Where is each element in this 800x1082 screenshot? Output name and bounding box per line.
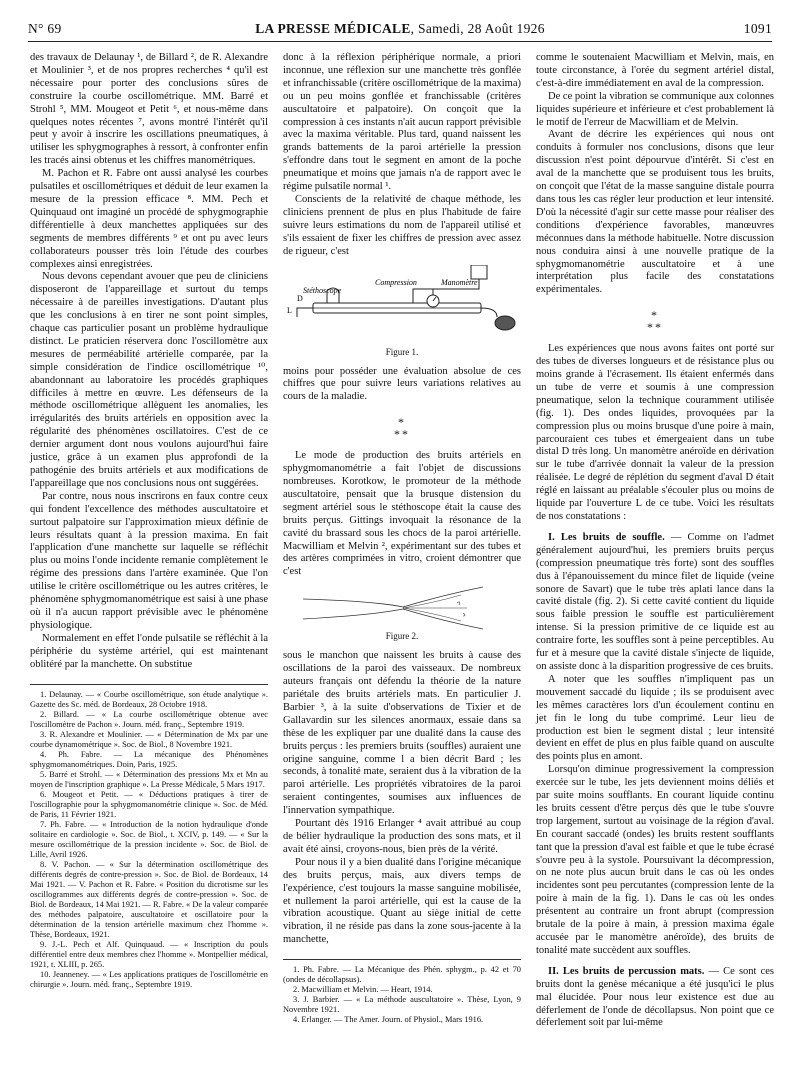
paragraph: Par contre, nous nous inscrirons en faux contre ceux qui fondent l'excellence des méthodes auscultatoire et surtout palpatoire sur l'approximation mieux définie de leurs résultats quant à la pression maxima. En fait l'application d'une manchette sur laquelle se réfléchit plus ou moins l'onde incidente remanie complètement le régime des pressions dans l'artère examinée. Que l'on utilise le critère oscillométrique ou les autres critères, le phénomène sphygmomanométrique est saisi à une phase où il n'a aucun rapport prévisible avec le phénomène physiologique. xyxy=(30,490,268,631)
issue-number: N° 69 xyxy=(28,21,62,36)
paragraph: comme le soutenaient Macwilliam et Melvin, mais, en toute circonstance, à l'orée du segment artériel distal, c'est-à-dire immédiatement en aval de la compression. xyxy=(536,52,774,89)
footnote: 3. R. Alexandre et Moulinier. — « Détermination de Mx par une courbe dynamométrique ». Soc. de Biol., 8 Novembre 1921. xyxy=(30,729,268,749)
paragraph: De ce point la vibration se communique aux colonnes liquides supérieure et inférieure et c'est probablement là le motif de l'erreur de Macwilliam et de Melvin. xyxy=(536,90,774,128)
paragraph: Pour nous il y a bien dualité dans l'origine mécanique des bruits perçus, mais, aux divers temps de l'expérience, c'est toujours la masse sanguine mobilisée, et nullement la paroi artérielle, qui est la cause de la vibration acoustique. Quant au siège initial de cette vibration, il ne réside pas dans la zone sous-jacente à la manchette, xyxy=(283,856,521,946)
footnote: 6. Mougeot et Petit. — « Déductions pratiques à tirer de l'oscillographie pour la sphygmomanométrie clinique ». Soc. de Méd. de Paris, 11 Février 1921. xyxy=(30,789,268,819)
figure-1 xyxy=(283,265,521,358)
column-1 xyxy=(30,52,268,990)
footnote: 5. Barré et Strohl. — « Détermination des pressions Mx et Mn au moyen de l'inscription graphique ». La Presse Médicale, 5 Mars 1917. xyxy=(30,769,268,789)
section-paragraph-2 xyxy=(536,966,774,1031)
footnote: 1. Delaunay. — « Courbe oscillométrique, son étude analytique ». Gazette des Sc. méd. de Bordeaux, 28 Octobre 1918. xyxy=(30,689,268,709)
footnote: 8. V. Pachon. — « Sur la détermination oscillométrique des différents degrés de contre-pression ». Soc. de Biol. de Bordeaux, 14 Mai 1921. — V. Pachon et R. Fabre. « Position du dicrotisme sur les oscillogrammes aux différents degrés de contre-pression ». Soc. de Biol. de Bordeaux, 14 Mai 1921. — R. Fabre. « De la valeur comparée des méthodes palpatoire, auscultatoire et oscillatoire pour la détermination de la tension artérielle maximum chez l'homme ». Thèse, Bordeaux, 1921. xyxy=(30,859,268,939)
jet-diagram xyxy=(283,585,521,631)
footnote: 1. Ph. Fabre. — La Mécanique des Phén. sphygm., p. 42 et 70 (ondes de décollapsus). xyxy=(283,965,521,985)
distal-tube xyxy=(297,308,313,317)
paragraph: Lorsqu'on diminue progressivement la compression exercée sur le tube, les jets deviennent moins déliés et par suite moins soufflants. En courant liquide continu les bruits cessent d'être perçus dès que le tube s'ouvre trop largement, surtout au voisinage de la région d'aval. En courant saccadé (ondes) les bruits restent soufflants tant que la pression d'aval est faible et que le tube écrasé s'ouvre peu à la systole. Poursuivant la décompression, on ne note plus aucun bruit dans le cas où les ondes incidentes sont peu percutantes (compression lente de la poire à main de la fig. 1). Dans le cas où les ondes présentent au contraire un front abrupt (compression brutale de la poire à main, à pression maxima égale accusée par le manomètre anéroïde), des bruits de tonalité mate succèdent aux souffles. xyxy=(536,764,774,956)
star-bottom-left: * xyxy=(647,320,655,335)
section-text: — Ce sont ces bruits dont la genèse mécanique a été jusqu'ici le plus mal élucidée. Pour nous leur existence est due au déferlement de l'onde de décollapsus. Non point que ce déferlement soit par lui-même xyxy=(536,965,775,1029)
star-bottom-right: * xyxy=(655,320,663,335)
column-3 xyxy=(536,52,774,1030)
footnotes-col2 xyxy=(283,959,521,1025)
footnote: 4. Ph. Fabre. — La mécanique des Phénomènes sphygmomanométriques. Doin, Paris, 1925. xyxy=(30,749,268,769)
star-bottom-left: * xyxy=(394,427,402,442)
paragraph: A noter que les souffles n'impliquent pas un mouvement saccadé du liquide ; ils se produisent avec les mêmes caractères lors d'un écoulement continu en jet fin le long du tube comprimé. Leur lieu de production est bien le segment distal ; leur intensité devient en effet de plus en plus faible quand on ausculte des points plus en amont. xyxy=(536,673,774,763)
column-2 xyxy=(283,52,521,1025)
journal-title: LA PRESSE MÉDICALE xyxy=(255,21,411,36)
issue-date: , Samedi, 28 Août 1926 xyxy=(410,21,545,36)
star-top: * xyxy=(651,308,659,323)
footnote: 2. Billard. — « La courbe oscillométrique obtenue avec l'oscillomètre de Pachon ». Journ. méd. franç., Septembre 1919. xyxy=(30,709,268,729)
paragraph: Le mode de production des bruits artériels en sphygmomanométrie a fait l'objet de discussions nombreuses. Korotkow, le promoteur de la méthode auscultatoire, pensait que la brusque distension du segment artériel sous le stéthoscope était la cause des bruits perçus. Gittings invoquait la résonance de la cavité du brassard sous les chocs de la paroi artérielle. Macwilliam et Melvin ², expérimentant sur des tubes et des artères comprimées in vitro, croient démontrer que c'est xyxy=(283,450,521,578)
paragraph: Avant de décrire les expériences qui nous ont conduits à formuler nos conclusions, disons que leur discussion n'est point dépourvue d'intérêt. Si c'est en aval de la manchette que se produisent tous les bruits, on conçoit que l'état de la masse sanguine distale pourra dans tous les cas régler leur production et leur intensité. D'où la nécessité d'agir sur cette masse pour réaliser des conditions d'expérience favorables, manœuvres méconnues dans la méthode habituelle. Notre discussion nous conduira ainsi à une nouvelle pratique de la sphygmomanométrie auscultatoire et à une interprétation plus facile des constatations expérimentales. xyxy=(536,129,774,296)
paragraph: Conscients de la relativité de chaque méthode, les cliniciens prennent de plus en plus l'habitude de faire suivre leurs estimations du nom de l'appareil utilisé et s'ils essaient de fixer les chiffres de pression avec assez de rigueur, c'est xyxy=(283,193,521,257)
star-top: * xyxy=(398,415,406,430)
star-bottom-right: * xyxy=(402,427,410,442)
label-L: L xyxy=(287,305,292,315)
section-heading-2: II. Les bruits de percussion mats. xyxy=(548,965,705,977)
figure-caption: Figure 2. xyxy=(385,631,419,642)
footnote: 10. Jeanneney. — « Les applications pratiques de l'oscillométrie en chirurgie ». Journ. méd. franç., Septembre 1919. xyxy=(30,969,268,989)
paragraph: donc à la réflexion périphérique normale, a priori inconnue, une réflexion sur une manchette très gonflée et infranchissable (critère oscillométrique de la maxima) ou un peu moins gonflée et franchissable (critères auscultatoire et palpatoire). On conçoit que la compression à ces instants n'ait aucun rapport prévisible avec la maxima véritable. Plus tard, quand naissent les grands battements de la paroi artérielle la pression s'effondre dans tout le segment en amont de la poche pneumatique et moins que jamais n'a de rapport avec le régime pulsatile normal ¹. xyxy=(283,52,521,193)
paragraph: Nous devons cependant avouer que peu de cliniciens disposeront de l'appareillage et surtout du temps nécessaire à de pareilles investigations. D'autant plus que les conclusions à en tirer ne sont point simples, chaque cas particulier posant un problème hydraulique distinct. Le praticien réservera donc l'oscillomètre aux mesures de perméabilité artérielle comparée, par la simple considération de l'indice oscillométrique ¹⁰, abandonnant au laboratoire les procédés graphiques difficiles à mettre en œuvre. Les défenseurs de la méthode oscillométrique allèguent les anomalies, les irrégularités des bruits artériels en opposition avec la régularité des phénomènes oscillatoires. C'est de ce dernier argument dont nous voulons aujourd'hui faire justice, grâce à un examen plus approfondi de la pathogénie des bruits artériels et aux modifications de l'appareillage que nos conclusions nous ont suggérées. xyxy=(30,271,268,489)
jet-spray xyxy=(403,595,467,621)
footnote: 7. Ph. Fabre. — « Introduction de la notion hydraulique d'onde solitaire en cardiologie ». Soc. de Biol., t. XCIV, p. 149. — « Sur la mesure oscillométrique de la pression incidente ». Soc. de Biol. de Lille, Avril 1926. xyxy=(30,819,268,859)
section-paragraph-1 xyxy=(536,532,774,674)
tube-wall-bottom xyxy=(303,609,483,629)
footnote: 4. Erlanger. — The Amer. Journ. of Physiol., Mars 1916. xyxy=(293,1015,484,1025)
paragraph: moins pour posséder une évaluation absolue de ces chiffres que pour suivre leurs variations relatives au cours de la maladie. xyxy=(283,365,521,403)
paragraph: Pourtant dès 1916 Erlanger ⁴ avait attribué au coup de bélier hydraulique la production des sons mats, et il avait été ainsi, croyons-nous, bien près de la vérité. xyxy=(283,818,521,855)
footnotes-col1 xyxy=(30,684,268,990)
paragraph: Normalement en effet l'onde pulsatile se réfléchit à la périphérie du système artériel, qui est maintenant oblitéré par la manchette. On substitue xyxy=(30,632,268,670)
paragraph: des travaux de Delaunay ¹, de Billard ², de R. Alexandre et Moulinier ³, et de nos propres recherches ⁴ qu'il est nécessaire pour porter des conclusions sûres de construire la courbe oscillométrique. MM. Barré et Strohl ⁵, MM. Mougeot et Petit ⁶, et nous-même dans quelques notes récentes ⁷, avons montré l'intérêt qu'il peut y avoir à inscrire les oscillations pneumatiques, à utiliser les sphygmographes à ressort, à confronter enfin les tracés ainsi obtenus et les chiffres manométriques. xyxy=(30,52,268,167)
label-stethoscope: Stéthoscope xyxy=(303,285,342,295)
label-manometre: Manomètre xyxy=(441,277,478,287)
footnote: 2. Macwilliam et Melvin. — Heart, 1914. xyxy=(293,985,433,995)
footnote: 9. J.-L. Pech et Alf. Quinquaud. — « Inscription du pouls différentiel entre deux membres chez l'homme ». Montpellier médical, 1921, t. XLIII, p. 265. xyxy=(30,939,268,969)
figure-2 xyxy=(283,585,521,642)
reservoir xyxy=(471,265,487,279)
paragraph: sous le manchon que naissent les bruits à cause des oscillations de la paroi des vaisseaux. De nombreux auteurs français ont défendu la théorie de la nature pariétale des bruits artériels mats. En particulier J. Barbier ³, à la suite d'observations de Tixier et de Gallavardin sur les silences anormaux, essaie dans sa thèse de les expliquer par une dualité dans la cause des bruits perçus : les premiers bruits (souffles) auraient une origine sanguine, comme l a bien décrit Bard ; les seconds, à tonalité mate, seraient dus à la vibration de la paroi artérielle. Les propriétés vibratoires de la paroi seraient contingentes, soumises aux influences de l'innervation sympathique. xyxy=(283,650,521,817)
section-separator xyxy=(283,416,521,440)
eddies xyxy=(457,602,465,616)
page-number: 1091 xyxy=(743,21,772,36)
hand-bulb xyxy=(495,316,515,330)
section-text: — Comme on l'admet généralement aujourd'hui, les premiers bruits perçus (compression pneumatique très forte) sont des souffles dus à l'épanouissement du mince filet de liquide (veine sonore de Savart) que le tube très aplati lance dans la cavité distale (fig. 2). Si cette cavité contient du liquide sous faible pression le souffle est particulièrement intense. Si la pression primitive de ce liquide est au contraire forte, les souffles sont à peine perceptibles. Au fur et à mesure que la cavité distale s'injecte de liquide, on assiste donc à la disparition progressive de ces bruits. xyxy=(536,531,774,672)
journal-title-line xyxy=(28,21,772,37)
section-separator xyxy=(536,309,774,333)
figure-caption: Figure 1. xyxy=(385,346,419,357)
label-compression: Compression xyxy=(375,277,417,287)
paragraph: M. Pachon et R. Fabre ont aussi analysé les courbes pulsatiles et oscillométriques et déduit de leur examen la mesure de la pression efficace ⁸. MM. Pech et Quinquaud ont imaginé un procédé de sphygmographie différentielle à deux manchettes appliquées sur des segments de membres différents ⁹ et ont pu avec leurs collaborateurs pousser très loin l'étude des courbes complexes ainsi enregistrées. xyxy=(30,168,268,270)
running-head xyxy=(28,20,772,42)
label-D: D xyxy=(297,293,303,303)
tube-wall-top xyxy=(303,587,483,607)
section-heading-1: I. Les bruits de souffle. xyxy=(548,531,665,543)
bulb-tube xyxy=(481,308,497,317)
footnote: 3. J. Barbier. — « La méthode auscultatoire ». Thèse, Lyon, 9 Novembre 1921. xyxy=(283,995,521,1015)
apparatus-diagram xyxy=(283,265,521,347)
paragraph: Les expériences que nous avons faites ont porté sur des tubes de diverses longueurs et de résistance plus ou moins grande à l'écrasement. Ils étaient enfermés dans un tube de verre et soumis à une compression pneumatique, selon la technique couramment utilisée (fig. 1). Des ondes liquides, provoquées par la compression plus ou moins brusque d'une poire à main, parcouraient ces tubes et émergeaient dans un tube distal D très long. Un manomètre anéroïde en dérivation sur le tube d'arrivée donnait la valeur de la pression réalisée. Le degré de réplétion du segment d'aval D était réglé en laissant au préalable s'écouler plus ou moins de liquide par l'ouverture L de ce tube. Voici les résultats de nos constatations : xyxy=(536,343,774,522)
